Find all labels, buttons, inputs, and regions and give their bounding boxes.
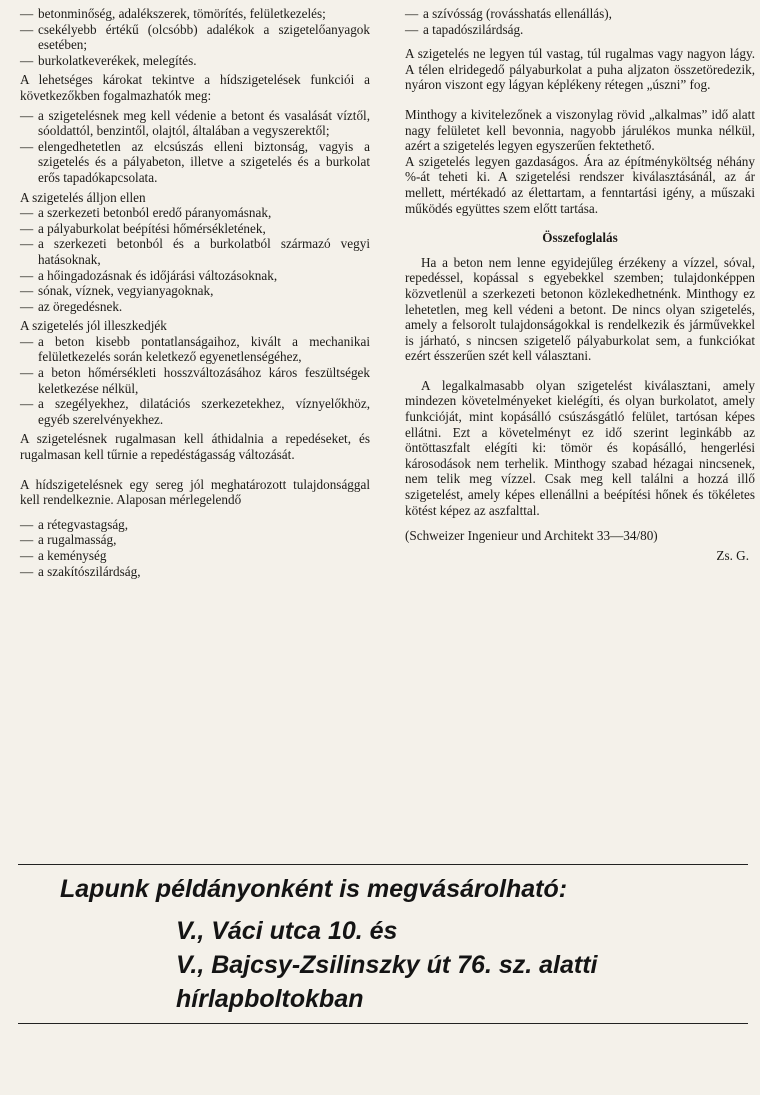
dash: —	[20, 532, 34, 548]
paragraph-installation: Minthogy a kivitelezőnek a viszonylag rövid „alkalmas” idő alatt nagy felületet kell bevonnia, nagyobb járulékos munka nélkül, azért a szigetelés legyen egyszerűen fektethető.	[405, 106, 755, 154]
material-factor-list	[20, 6, 370, 68]
list-item: — a beton hőmérsékleti hosszváltozásához káros feszültségek keletkezése nélkül,	[20, 365, 370, 396]
dash: —	[20, 283, 34, 299]
banner-shops: hírlapboltokban	[176, 985, 364, 1013]
list-item: — a hőingadozásnak és időjárási változásoknak,	[20, 267, 278, 283]
paragraph-conclusion: A legalkalmasabb olyan szigetelést kiválasztani, amely mindezen követelményeket kielégíti, és olyan burkolatot, amely funkcióját, mint kopásálló csúszásgátló felület, tartósan képes ellátni. Ezt a követelményt ez idő szerint leginkább az öntöttaszfalt elégíti ki: tömör és kopásálló, hengerlési károsodások nem terhelik. Minthogy szabad hézagai nincsenek, nem telik meg vízzel. Csak meg kell találni a hozzá illő szigetelést, amely képes ellenállni a beépítési hőnek és tökéletes kötést képez az aszfalttal.	[405, 377, 755, 518]
dash: —	[20, 21, 34, 37]
paragraph-properties-intro: A hídszigetelésnek egy sereg jól meghatározott tulajdonsággal kell rendelkeznie. Alaposan mérlegelendő	[20, 476, 370, 508]
property-list-continued	[405, 6, 755, 37]
source-citation: (Schweizer Ingenieur und Architekt 33—34/80)	[405, 528, 658, 544]
dash: —	[20, 365, 34, 381]
dash: —	[405, 6, 419, 21]
paragraph-thickness: A szigetelés ne legyen túl vastag, túl rugalmas vagy nagyon lágy. A télen elridegedő pályaburkolat a puha aljzaton összetöredezik, nyáron viszont egy lágyan képlékeny rétegen „úszni” fog.	[405, 46, 755, 93]
banner-address-2: V., Bajcsy-Zsilinszky út 76. sz. alatti	[176, 951, 598, 979]
dash: —	[20, 236, 34, 252]
list-item: — a tapadószilárdság.	[405, 21, 524, 37]
paragraph-fit-intro: A szigetelés jól illeszkedjék	[20, 318, 167, 334]
dash: —	[405, 21, 419, 37]
list-item: — betonminőség, adalékszerek, tömörítés, felületkezelés;	[20, 6, 326, 21]
purchase-notice-banner	[18, 864, 748, 1024]
dash: —	[20, 563, 34, 579]
banner-headline: Lapunk példányonként is megvásárolható:	[60, 875, 568, 903]
list-item: — a beton kisebb pontatlanságaihoz, kivált a mechanikai felületkezelés során keletkező egyenetlenségéhez,	[20, 333, 370, 365]
function-list	[20, 108, 370, 186]
resist-list	[20, 205, 370, 314]
dash: —	[20, 107, 34, 123]
left-column	[20, 6, 370, 579]
list-item: — burkolatkeverékek, melegítés.	[20, 52, 197, 68]
dash: —	[20, 267, 34, 283]
paragraph-functions-intro: A lehetséges károkat tekintve a hídszigetelések funkciói a következőkben fogalmazhatók meg:	[20, 72, 370, 103]
list-item: — csekélyebb értékű (olcsóbb) adalékok a szigetelőanyagok esetében;	[20, 21, 370, 53]
paragraph-cracks: A szigetelésnek rugalmasan kell áthidalnia a repedéseket, és rugalmasan kell tűrnie a repedéstágasság változását.	[20, 431, 370, 463]
paragraph-economy: A szigetelés legyen gazdaságos. Ára az építményköltség néhány %-át teheti ki. A szigetelési rendszer kiválasztásánál, az ár mellett, mértékadó az élettartam, a fenntartási igény, a műszaki működés együttes szem előtt tartása.	[405, 153, 755, 216]
paragraph-resist-intro: A szigetelés álljon ellen	[20, 189, 146, 205]
list-item: — az öregedésnek.	[20, 298, 123, 314]
list-item: — a rugalmasság,	[20, 532, 117, 548]
author-signature: Zs. G.	[716, 547, 749, 563]
list-item: — a szigetelésnek meg kell védenie a betont és vasalását víztől, sóoldattól, benzintől, olajtól, általában a vegyszerektől;	[20, 107, 370, 139]
list-item: — elengedhetetlen az elcsúszás elleni biztonság, vagyis a szigetelés és a pályabeton, illetve a szigetelés és a burkolat erős tapadókapcsolata.	[20, 138, 370, 185]
dash: —	[20, 298, 34, 314]
fit-list	[20, 334, 370, 428]
list-item: — a szívósság (rovásshatás ellenállás),	[405, 6, 612, 21]
paragraph-summary: Ha a beton nem lenne egyidejűleg érzékeny a vízzel, sóval, repedéssel, kopással s egyebekkel szemben; tulajdonképpen közvetlenül a szerkezeti betonon közlekedhetnénk. Minthogy ez lehetetlen, meg kell védeni a betont. De nincs olyan szigetelés, amely a felsorolt tulajdonságokkal is rendelkezik és járművekkel is járható, s nincsen szigetelő pályaburkolat sem, a funkciókat ezért ésszerűen szét kell választani.	[405, 254, 755, 364]
dash: —	[20, 548, 34, 563]
dash: —	[20, 333, 34, 349]
dash: —	[20, 205, 34, 221]
property-list	[20, 517, 370, 579]
dash: —	[20, 396, 34, 412]
list-item: — a szerkezeti betonból eredő páranyomásnak,	[20, 205, 272, 221]
dash: —	[20, 516, 34, 532]
section-heading-summary: Összefoglalás	[542, 230, 618, 246]
list-item: — sónak, víznek, vegyianyagoknak,	[20, 283, 214, 299]
list-item: — a szakítószilárdság,	[20, 563, 141, 579]
list-item: — a szerkezeti betonból és a burkolatból származó vegyi hatásoknak,	[20, 236, 370, 267]
dash: —	[20, 138, 34, 154]
list-item: — a pályaburkolat beépítési hőmérsékletének,	[20, 220, 266, 236]
list-item: — a keménység	[20, 548, 107, 563]
banner-address-1: V., Váci utca 10. és	[176, 917, 398, 945]
list-item: — a rétegvastagság,	[20, 516, 129, 532]
dash: —	[20, 52, 34, 68]
list-item: — a szegélyekhez, dilatációs szerkezetekhez, víznyelőkhöz, egyéb szerelvényekhez.	[20, 396, 370, 427]
right-column	[405, 6, 755, 563]
dash: —	[20, 6, 34, 21]
dash: —	[20, 220, 34, 236]
